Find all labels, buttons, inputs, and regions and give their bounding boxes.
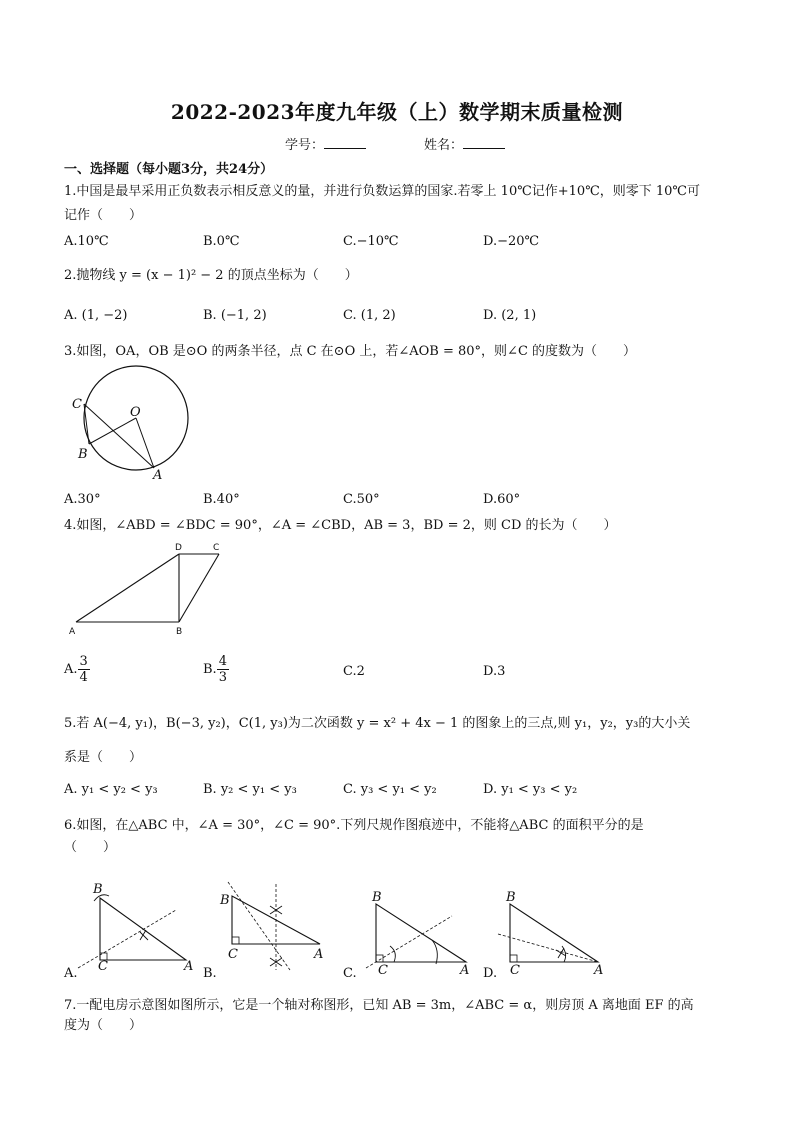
q6-c-arc-1 xyxy=(390,946,395,962)
q6-option-c[interactable]: C. xyxy=(343,966,357,981)
student-no-field xyxy=(285,134,366,153)
name-label: 姓名： xyxy=(424,138,464,153)
q6-c-dashed-line xyxy=(366,916,452,968)
q6-d-dashed-line xyxy=(498,934,598,962)
student-no-label: 学号： xyxy=(285,138,325,153)
q4-option-b-denominator: 3 xyxy=(218,670,227,685)
q4-option-a-prefix: A. xyxy=(64,662,78,677)
q4-option-d[interactable]: D.3 xyxy=(483,664,506,679)
q4-stem: 4.如图，∠ABD = ∠BDC = 90°，∠A = ∠CBD，AB = 3，BD = 2，则 CD 的长为（ ） xyxy=(64,518,617,533)
q6-figure-a[interactable] xyxy=(76,878,206,974)
q3-label-o: O xyxy=(130,405,141,420)
q6-b-right-angle xyxy=(232,937,239,944)
q6-option-b[interactable]: B. xyxy=(203,966,217,981)
q6-d-arcs xyxy=(556,946,566,962)
q1-option-b[interactable]: B.0℃ xyxy=(203,234,240,249)
q6-figure-c[interactable] xyxy=(360,890,478,978)
q3-stem: 3.如图，OA，OB 是⊙O 的两条半径，点 C 在⊙O 上，若∠AOB = 80°，则∠C 的度数为（ ） xyxy=(64,344,637,359)
q7-stem-line1: 7.一配电房示意图如图所示，它是一个轴对称图形，已知 AB = 3m，∠ABC = α，则房顶 A 离地面 EF 的高 xyxy=(64,998,694,1013)
q6-b-label-c: C xyxy=(228,947,238,962)
q4-segment-ad xyxy=(76,554,179,622)
q5-stem-line1: 5.若 A(−4, y₁)，B(−3, y₂)，C(1, y₃)为二次函数 y = x² + 4x − 1 的图象上的三点,则 y₁，y₂，y₃的大小关 xyxy=(64,716,691,731)
q2-option-a[interactable]: A. (1, −2) xyxy=(64,308,128,323)
q4-option-b[interactable] xyxy=(203,654,229,685)
q6-c-right-angle xyxy=(376,955,383,962)
q5-option-c[interactable]: C. y₃ < y₁ < y₂ xyxy=(343,782,437,797)
q6-d-label-a: A xyxy=(594,963,604,978)
q6-stem-line1: 6.如图，在△ABC 中，∠A = 30°，∠C = 90°.下列尺规作图痕迹中，不能将△ABC 的面积平分的是 xyxy=(64,818,644,833)
q4-label-c: C xyxy=(213,543,220,553)
q3-label-a: A xyxy=(153,468,163,483)
student-no-blank[interactable] xyxy=(324,136,366,149)
q3-circle-figure xyxy=(62,364,192,482)
q6-option-a[interactable]: A. xyxy=(64,966,78,981)
q6-d-triangle xyxy=(510,904,598,962)
q6-stem-line2: （ ） xyxy=(64,840,117,855)
q6-c-triangle xyxy=(376,904,466,962)
q6-a-label-a: A xyxy=(184,959,194,974)
q3-segment-ob xyxy=(89,418,136,444)
q3-label-b: B xyxy=(78,447,88,462)
q6-a-label-c: C xyxy=(98,959,108,974)
q6-c-label-a: A xyxy=(460,963,470,978)
q4-option-b-fraction xyxy=(217,654,229,685)
q2-option-d[interactable]: D. (2, 1) xyxy=(483,308,537,323)
q3-option-b[interactable]: B.40° xyxy=(203,492,240,507)
q6-b-label-a: A xyxy=(314,947,324,962)
q2-option-b[interactable]: B. (−1, 2) xyxy=(203,308,267,323)
q7-stem-line2: 度为（ ） xyxy=(64,1018,143,1033)
q1-option-d[interactable]: D.−20℃ xyxy=(483,234,540,249)
q1-stem-line2: 记作（ ） xyxy=(64,208,143,223)
q4-option-b-numerator: 4 xyxy=(218,654,227,669)
q6-c-label-b: B xyxy=(372,890,382,905)
q3-segment-oa xyxy=(136,418,154,468)
q6-option-d[interactable]: D. xyxy=(483,966,498,981)
section-heading: 一、选择题（每小题3分，共24分） xyxy=(64,162,274,177)
q5-option-b[interactable]: B. y₂ < y₁ < y₃ xyxy=(203,782,297,797)
q6-a-dashed-line xyxy=(78,910,176,968)
q4-trapezoid-figure xyxy=(64,540,234,638)
q3-option-d[interactable]: D.60° xyxy=(483,492,521,507)
q6-d-label-b: B xyxy=(506,890,516,905)
q4-label-a: A xyxy=(69,627,76,637)
q6-a-label-b: B xyxy=(93,882,103,897)
q6-b-label-b: B xyxy=(220,893,230,908)
q4-segment-cb xyxy=(179,554,219,622)
page-title: 2022-2023年度九年级（上）数学期末质量检测 xyxy=(170,100,624,124)
q1-option-a[interactable]: A.10℃ xyxy=(64,234,109,249)
q5-option-a[interactable]: A. y₁ < y₂ < y₃ xyxy=(64,782,158,797)
q4-option-c[interactable]: C.2 xyxy=(343,664,365,679)
q1-stem-line1: 1.中国是最早采用正负数表示相反意义的量，并进行负数运算的国家.若零上 10℃记作+10℃，则零下 10℃可 xyxy=(64,184,700,199)
q3-option-a[interactable]: A.30° xyxy=(64,492,101,507)
q4-label-b: B xyxy=(176,627,183,637)
q6-figure-b[interactable] xyxy=(214,874,334,974)
q6-a-triangle xyxy=(100,898,186,960)
q6-d-label-c: C xyxy=(510,963,520,978)
q6-figure-d[interactable] xyxy=(498,890,616,978)
q4-label-d: D xyxy=(175,543,182,553)
q2-stem: 2.抛物线 y = (x − 1)² − 2 的顶点坐标为（ ） xyxy=(64,268,358,283)
q4-option-a[interactable] xyxy=(64,654,90,685)
q2-option-c[interactable]: C. (1, 2) xyxy=(343,308,396,323)
q4-option-a-denominator: 4 xyxy=(79,670,88,685)
q6-d-right-angle xyxy=(510,955,517,962)
name-blank[interactable] xyxy=(463,136,505,149)
q4-option-a-fraction xyxy=(78,654,90,685)
q6-c-label-c: C xyxy=(378,963,388,978)
name-field xyxy=(424,134,505,153)
q4-option-b-prefix: B. xyxy=(203,662,217,677)
q3-label-c: C xyxy=(72,397,82,412)
q3-segment-ca xyxy=(84,404,154,468)
q1-option-c[interactable]: C.−10℃ xyxy=(343,234,399,249)
q4-option-a-numerator: 3 xyxy=(79,654,88,669)
q5-stem-line2: 系是（ ） xyxy=(64,750,143,765)
q5-option-d[interactable]: D. y₁ < y₃ < y₂ xyxy=(483,782,578,797)
q3-option-c[interactable]: C.50° xyxy=(343,492,380,507)
